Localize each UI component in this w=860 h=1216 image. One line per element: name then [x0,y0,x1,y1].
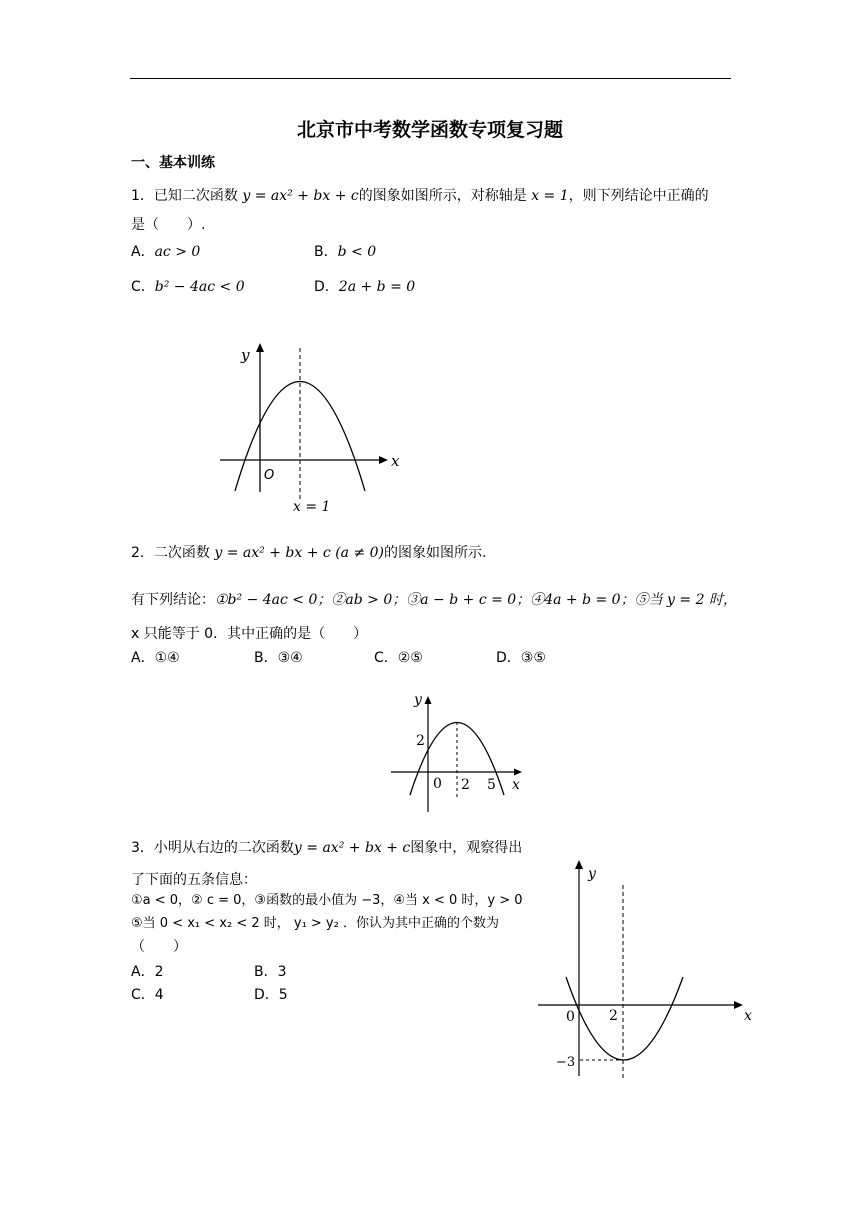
q2-x-label: x [512,777,520,793]
q1-stem-line2: 是（ ）. [131,217,206,233]
q2-option-c: C．②⑤ [374,650,423,666]
section-heading: 一、基本训练 [131,155,215,171]
q1-origin-label: O [264,468,275,483]
q1-y-label: y [241,346,250,364]
q3-number: 3． [131,840,154,856]
q1-stem: 1．已知二次函数 y = ax² + bx + c的图象如图所示，对称轴是 x = 1，则下列结论中正确的 [131,188,709,204]
q3-line3: ①a < 0，② c = 0，③函数的最小值为 −3，④当 x < 0 时，y > 0 [131,893,523,908]
q3-option-a: A．2 [131,964,164,980]
q2-conclusion-3: ③a − b + c = 0； [406,592,531,608]
q1-option-d: D．2a + b = 0 [314,279,416,295]
q2-conclusion-1: ①b² − 4ac < 0； [215,592,332,608]
q1-axis-label: x = 1 [293,499,331,515]
q1-x-label: x [391,452,400,470]
q3-option-c: C．4 [131,987,164,1003]
q3-y-label: y [588,866,596,882]
q3-line5: （ ） [131,939,187,955]
q3-option-d: D．5 [254,987,288,1003]
q2-line3: x 只能等于 0．其中正确的是（ ） [131,626,368,642]
q3-line2: 了下面的五条信息： [131,872,257,888]
q2-number: 2． [131,545,154,561]
q1-option-a: A．ac > 0 [131,244,201,260]
q3-formula: y = ax² + bx + c [293,840,411,856]
q3-x-label: x [744,1008,752,1024]
q2-conclusion-5: ⑤当 y = 2 时， [634,592,737,608]
q3-x-tick-label: 2 [609,1008,618,1024]
q2-formula: y = ax² + bx + c [214,545,331,561]
q3-option-b: B．3 [254,964,287,980]
q2-y-label: y [414,692,422,708]
q2-conclusion-4: ④4a + b = 0； [530,592,635,608]
q3-stem: 3．小明从右边的二次函数y = ax² + bx + c图象中，观察得出 [131,840,523,856]
q1-formula: y = ax² + bx + c [242,188,359,204]
page-title: 北京市中考数学函数专项复习题 [296,119,563,141]
q2-stem: 2．二次函数 y = ax² + bx + c (a ≠ 0)的图象如图所示. [131,545,487,561]
q1-option-b: B．b < 0 [314,244,377,260]
q2-origin-label: 0 [433,776,442,792]
q3-origin-label: 0 [566,1009,575,1025]
q2-conclusions: 有下列结论：①b² − 4ac < 0；②ab > 0；③a − b + c = 0；④4a + b = 0；⑤当 y = 2 时， [131,592,737,608]
q2-option-b: B．③④ [254,650,303,666]
q3-line4: ⑤当 0 < x₁ < x₂ < 2 时， y₁ > y₂ ．你认为其中正确的个数为 [131,916,499,931]
q1-number: 1． [131,188,154,204]
q2-x-tick-label-2: 5 [487,777,496,793]
q2-option-d: D．③⑤ [496,650,546,666]
q2-option-a: A．①④ [131,650,180,666]
q2-x-tick-label-1: 2 [461,777,470,793]
q3-parabola [566,977,683,1060]
q3-x-arrow-icon [734,1001,743,1009]
q2-y-tick-label: 2 [416,733,425,749]
q1-option-c: C．b² − 4ac < 0 [131,279,245,295]
q3-y-arrow-icon [575,860,583,869]
q3-y-tick-label: −3 [556,1055,576,1070]
q2-conclusion-2: ②ab > 0； [331,592,407,608]
